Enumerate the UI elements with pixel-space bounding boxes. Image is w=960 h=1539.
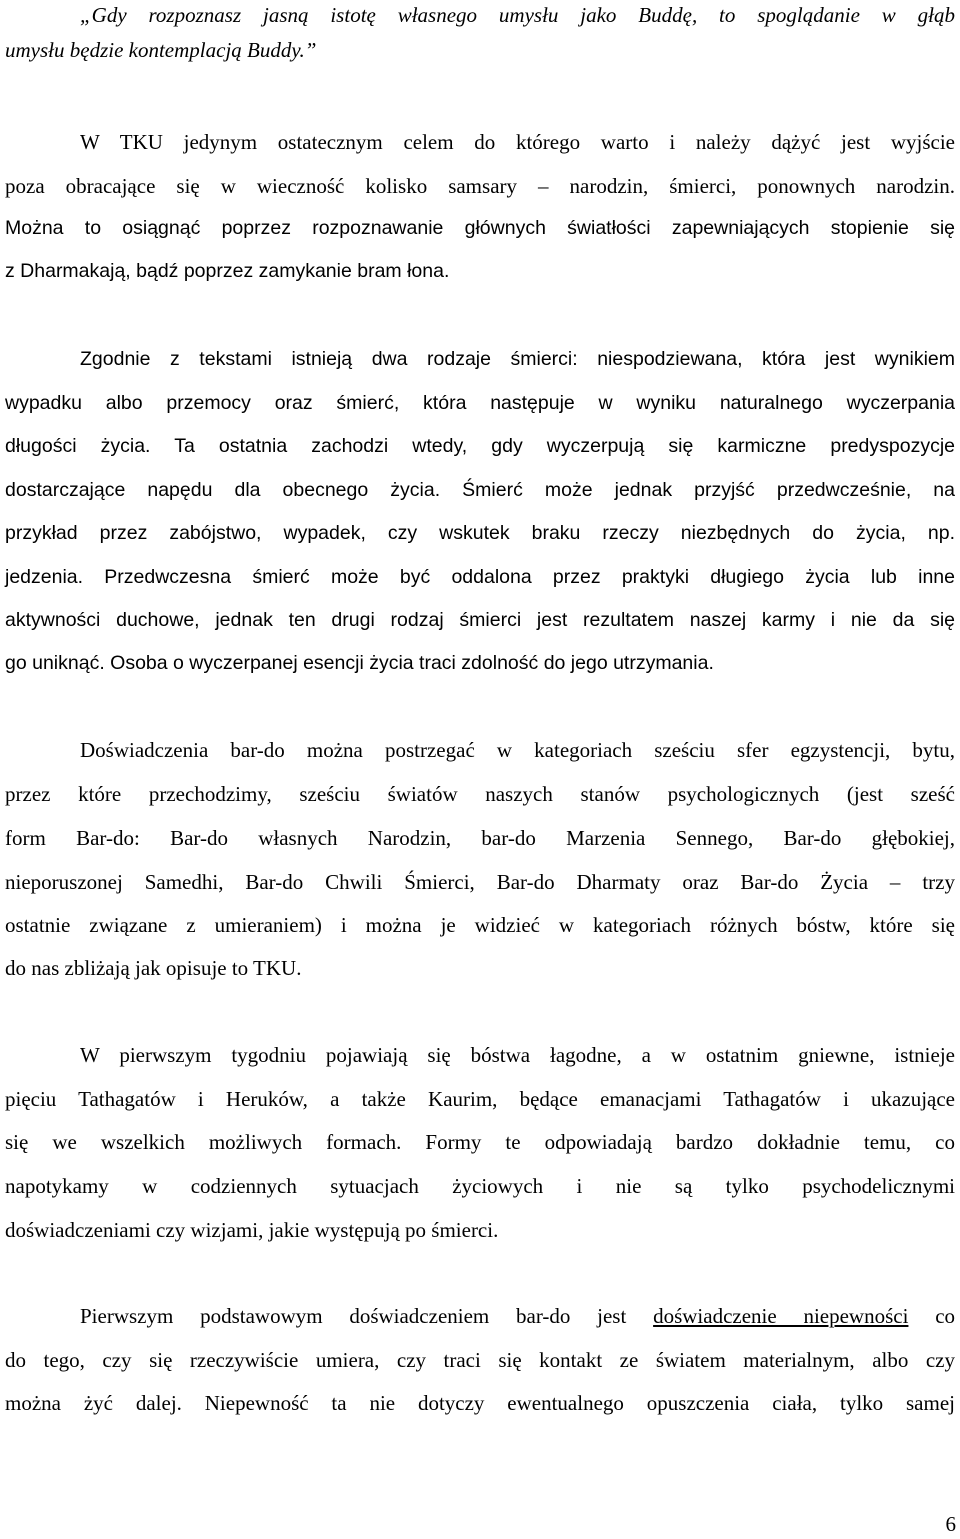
paragraph-line: nieporuszonej Samedhi, Bar-do Chwili Śmierci, Bar-do Dharmaty oraz Bar-do Życia – trzy (5, 870, 955, 894)
paragraph-line: można żyć dalej. Niepewność ta nie dotyczy ewentualnego opuszczenia ciała, tylko samej (5, 1391, 955, 1415)
paragraph-line: dostarczające napędu dla obecnego życia. Śmierć może jednak przyjść przedwcześnie, na (5, 479, 955, 501)
paragraph-line: do nas zbliżają jak opisuje to TKU. (5, 956, 302, 980)
paragraph-line: doświadczeniami czy wizjami, jakie występują po śmierci. (5, 1218, 499, 1242)
paragraph-line: Zgodnie z tekstami istnieją dwa rodzaje śmierci: niespodziewana, która jest wynikiem (80, 348, 955, 370)
paragraph-line: napotykamy w codziennych sytuacjach życiowych i nie są tylko psychodelicznymi (5, 1174, 955, 1198)
paragraph-line: wypadku albo przemocy oraz śmierć, która następuje w wyniku naturalnego wyczerpania (5, 392, 955, 414)
quote-line: umysłu będzie kontemplacją Buddy.” (5, 38, 317, 62)
paragraph-line: go uniknąć. Osoba o wyczerpanej esencji życia traci zdolność do jego utrzymania. (5, 652, 714, 674)
paragraph-line: W TKU jedynym ostatecznym celem do którego warto i należy dążyć jest wyjście (80, 130, 955, 154)
paragraph-line: do tego, czy się rzeczywiście umiera, czy traci się kontakt ze światem materialnym, albo czy (5, 1348, 955, 1372)
paragraph-line: aktywności duchowe, jednak ten drugi rodzaj śmierci jest rezultatem naszej karmy i nie da się (5, 609, 955, 631)
paragraph-line: pięciu Tathagatów i Heruków, a także Kaurim, będące emanacjami Tathagatów i ukazujące (5, 1087, 955, 1111)
paragraph-line (80, 1301, 955, 1331)
paragraph-line: jedzenia. Przedwczesna śmierć może być oddalona przez praktyki długiego życia lub inne (5, 566, 955, 588)
paragraph-line: Doświadczenia bar-do można postrzegać w kategoriach sześciu sfer egzystencji, bytu, (80, 738, 955, 762)
paragraph-line: się we wszelkich możliwych formach. Formy te odpowiadają bardzo dokładnie temu, co (5, 1130, 955, 1154)
underlined-phrase: doświadczenie niepewności (653, 1304, 909, 1328)
paragraph-line: długości życia. Ta ostatnia zachodzi wtedy, gdy wyczerpują się karmiczne predyspozycje (5, 435, 955, 457)
paragraph-line: przykład przez zabójstwo, wypadek, czy wskutek braku rzeczy niezbędnych do życia, np. (5, 522, 955, 544)
page-number: 6 (945, 1512, 956, 1536)
paragraph-line: form Bar-do: Bar-do własnych Narodzin, bar-do Marzenia Sennego, Bar-do głębokiej, (5, 826, 955, 850)
paragraph-text: Pierwszym podstawowym doświadczeniem bar-do jest (80, 1304, 627, 1328)
paragraph-text: co (935, 1304, 956, 1328)
paragraph-line: ostatnie związane z umieraniem) i można je widzieć w kategoriach różnych bóstw, które się (5, 913, 955, 937)
paragraph-line: W pierwszym tygodniu pojawiają się bóstwa łagodne, a w ostatnim gniewne, istnieje (80, 1043, 955, 1067)
quote-line: „Gdy rozpoznasz jasną istotę własnego umysłu jako Buddę, to spoglądanie w głąb (80, 3, 955, 27)
paragraph-line: przez które przechodzimy, sześciu światów naszych stanów psychologicznych (jest sześć (5, 782, 955, 806)
paragraph-line: z Dharmakają, bądź poprzez zamykanie bram łona. (5, 260, 450, 282)
paragraph-line: poza obracające się w wieczność kolisko samsary – narodzin, śmierci, ponownych narodzin. (5, 174, 955, 198)
paragraph-line: Można to osiągnąć poprzez rozpoznawanie głównych światłości zapewniających stopienie się (5, 217, 955, 239)
